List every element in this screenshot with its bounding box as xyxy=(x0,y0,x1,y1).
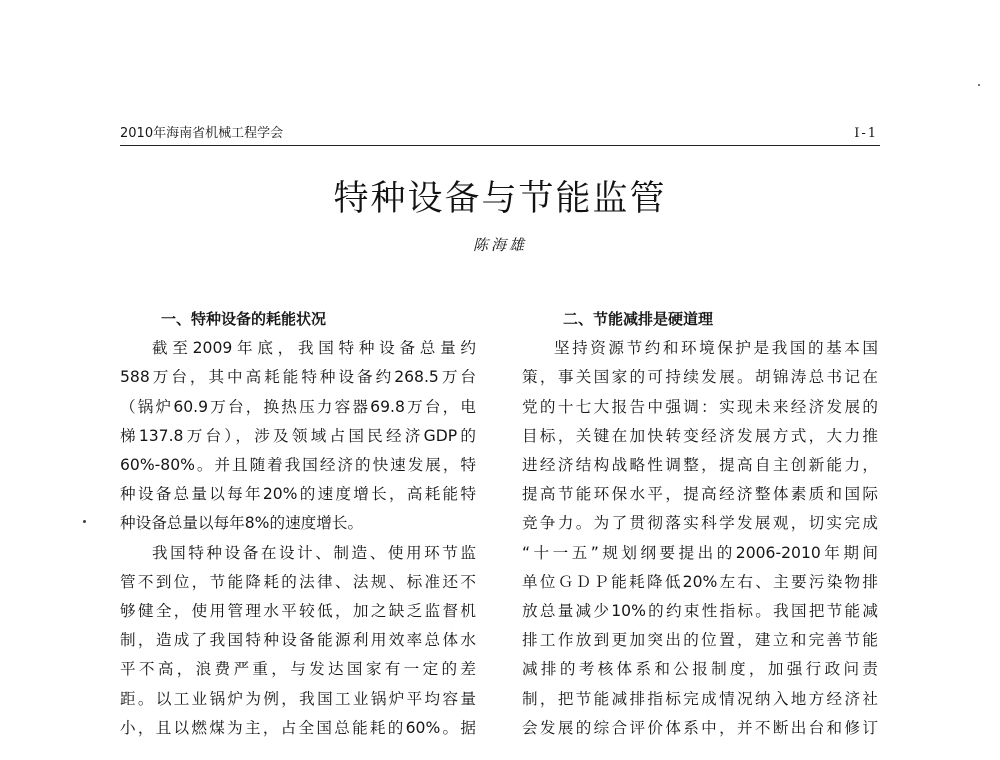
paragraph-line: 制，造成了我国特种设备能源利用效率总体水 xyxy=(120,631,476,650)
paragraph-line: 管不到位，节能降耗的法律、法规、标准还不 xyxy=(120,572,476,591)
paragraph-line: 平不高，浪费严重，与发达国家有一定的差 xyxy=(120,660,476,679)
paragraph-line: 够健全，使用管理水平较低，加之缺乏监督机 xyxy=(120,602,476,621)
section-heading-1: 一、特种设备的耗能状况 xyxy=(161,310,327,328)
header-society-name: 2010年海南省机械工程学会 xyxy=(120,126,284,141)
paragraph-line: 小，且以燃煤为主，占全国总能耗的60%。据 xyxy=(120,718,476,737)
paragraph-line: 竞争力。为了贯彻落实科学发展观，切实完成 xyxy=(522,514,878,533)
section-heading-2: 二、节能减排是硬道理 xyxy=(563,310,714,328)
paragraph-line: “十一五”规划纲要提出的2006-2010年期间 xyxy=(522,543,878,562)
scan-speck xyxy=(83,520,86,523)
paragraph-line: 制，把节能减排指标完成情况纳入地方经济社 xyxy=(522,689,878,708)
paragraph-line: 截至2009年底，我国特种设备总量约 xyxy=(152,339,476,358)
paragraph-line: 种设备总量以每年8%的速度增长。 xyxy=(120,514,364,533)
paragraph-line: 单位ＧＤＰ能耗降低20%左右、主要污染物排 xyxy=(522,572,878,591)
paragraph-line: 策，事关国家的可持续发展。胡锦涛总书记在 xyxy=(522,368,878,387)
paragraph-line: 放总量减少10%的约束性指标。我国把节能减 xyxy=(522,602,878,621)
paper-title: 特种设备与节能监管 xyxy=(333,179,667,219)
paragraph-line: 减排的考核体系和公报制度，加强行政问责 xyxy=(522,660,878,679)
paragraph-line: 60%-80%。并且随着我国经济的快速发展，特 xyxy=(120,456,476,475)
left-column xyxy=(120,305,476,743)
paragraph-line: 坚持资源节约和环境保护是我国的基本国 xyxy=(554,339,878,358)
paragraph-line: 党的十七大报告中强调：实现未来经济发展的 xyxy=(522,397,878,416)
scan-speck xyxy=(978,84,980,86)
paragraph-line: 梯137.8万台），涉及领域占国民经济GDP的 xyxy=(120,426,476,445)
paper-author: 陈海雄 xyxy=(472,236,527,254)
paragraph-line: 目标，关键在加快转变经济发展方式，大力推 xyxy=(522,426,878,445)
paragraph-line: 提高节能环保水平，提高经济整体素质和国际 xyxy=(522,485,878,504)
running-header xyxy=(120,121,880,146)
paragraph-line: 会发展的综合评价体系中，并不断出台和修订 xyxy=(522,718,878,737)
paragraph-line: 排工作放到更加突出的位置，建立和完善节能 xyxy=(522,631,878,650)
header-page-number: I-1 xyxy=(854,126,878,141)
paragraph-line: 588万台，其中高耗能特种设备约268.5万台 xyxy=(120,368,476,387)
paragraph-line: 进经济结构战略性调整，提高自主创新能力， xyxy=(522,456,878,475)
paragraph-line: 距。以工业锅炉为例，我国工业锅炉平均容量 xyxy=(120,689,476,708)
paragraph-line: 我国特种设备在设计、制造、使用环节监 xyxy=(152,543,476,562)
paragraph-line: （锅炉60.9万台，换热压力容器69.8万台，电 xyxy=(120,397,476,416)
right-column xyxy=(522,305,878,743)
paragraph-line: 种设备总量以每年20%的速度增长，高耗能特 xyxy=(120,485,476,504)
